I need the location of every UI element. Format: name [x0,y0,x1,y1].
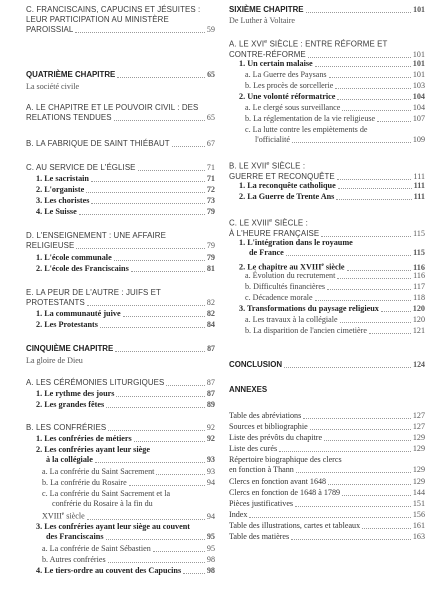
toc-page-number: 71 [206,163,215,172]
toc-page-number: 59 [206,25,215,34]
toc-entry [229,216,425,239]
toc-entry-title: des Franciscains [46,532,104,541]
toc-entry-title: c. La confrérie du Saint Sacrement et la [42,489,171,498]
toc-page-number: 144 [412,488,425,497]
toc-entry [26,467,215,477]
toc-entry [26,434,215,444]
toc-entry-title: Table des illustrations, cartes et tableaux [229,521,361,530]
dot-leader [369,333,411,334]
toc-entry [229,114,425,124]
toc-entry [26,478,215,488]
toc-entry-title: b. La confrérie du Rosaire [42,478,127,487]
dot-leader [116,396,204,397]
dot-leader [115,351,205,352]
toc-page-number: 65 [207,70,215,79]
dot-leader [284,367,411,368]
toc-page-number: 109 [412,135,425,144]
toc-entry-title: b. La disparition de l'ancien cimetière [245,326,367,335]
toc-entry [229,159,425,182]
toc-entry-title: XVIIIe siècle [42,511,85,521]
toc-entry-title: b. Autres confréries [42,555,106,564]
toc-entry-title: La société civile [26,82,80,91]
toc-entry-title: 1. La communauté juive [36,309,121,318]
dot-leader [303,418,411,419]
toc-entry [26,139,215,149]
toc-entry [26,207,215,217]
toc-entry-title: a. Évolution du recrutement [245,271,336,280]
dot-leader [340,322,411,323]
toc-entry [229,16,425,26]
toc-entry-title: Index [229,510,248,519]
dot-leader [156,474,205,475]
dot-leader [131,271,205,272]
toc-entry [229,422,425,432]
dot-leader [321,236,411,237]
toc-page-number: 120 [412,304,425,313]
dot-leader [129,485,205,486]
dot-leader [75,32,205,33]
dot-leader [329,77,411,78]
toc-entry [26,231,215,251]
toc-entry [229,192,425,202]
toc-page-number: 98 [206,555,215,564]
dot-leader [324,440,411,441]
toc-page-number: 98 [206,566,215,575]
dot-leader [308,57,411,58]
toc-entry-title: Liste des prévôts du chapitre [229,433,323,442]
dot-leader [86,192,205,193]
toc-entry [229,326,425,336]
toc-page-number: 107 [412,114,425,123]
dot-leader [87,305,205,306]
toc-entry-title: c. La lutte contre les empiètements de [245,125,368,134]
toc-entry [26,70,215,80]
dot-leader [172,146,205,147]
toc-entry [229,293,425,303]
toc-entry [229,521,425,531]
toc-page-number: 101 [412,70,425,79]
toc-page-number: 79 [206,207,215,216]
toc-entry-title: La gloire de Dieu [26,356,83,365]
dot-leader [183,573,205,574]
dot-leader [337,99,410,100]
toc-entry-title: CONTRE-RÉFORME [229,49,306,59]
toc-entry [26,185,215,195]
toc-entry-title: Clercs en fonction de 1648 à 1789 [229,488,341,497]
toc-page-number: 87 [206,389,215,398]
dot-leader [306,12,412,13]
toc-entry-title: 2. Les Protestants [36,320,98,329]
toc-entry-title: 1. Les confréries de métiers [36,434,132,443]
toc-entry [26,378,215,388]
toc-entry [26,103,215,123]
toc-entry [26,163,215,173]
toc-entry [26,522,215,542]
toc-page-number: 101 [413,5,425,14]
toc-entry-title: en fonction à Thann [229,465,294,474]
toc-entry-title: RELIGIEUSE [26,241,75,250]
toc-entry-title: 2. Le chapitre au XVIIIe siècle [239,262,345,272]
toc-entry [229,411,425,421]
toc-page-number: 93 [206,467,215,476]
toc-entry [26,356,215,366]
toc-entry [229,59,425,69]
toc-entry [229,433,425,443]
toc-page-number: 127 [412,422,425,431]
toc-page-number: 156 [412,510,425,519]
toc-page-number: 163 [412,532,425,541]
toc-page-number: 115 [413,248,425,257]
toc-entry [229,125,425,145]
toc-entry-title: 2. L'organiste [36,185,85,194]
toc-page-number: 72 [206,185,215,194]
toc-page-number: 129 [412,433,425,442]
toc-page-number: 92 [206,434,215,443]
toc-entry-title: a. La confrérie de Saint Sébastien [42,544,151,553]
toc-entry-title: 4. Le tiers-ordre au couvent des Capucins [36,566,182,575]
toc-entry-title: 1. L'intégration dans le royaume [239,238,353,247]
toc-entry-title: SIXIÈME CHAPITRE [229,5,304,14]
toc-entry [26,320,215,330]
toc-entry-title: Table des abréviations [229,411,302,420]
toc-entry [229,92,425,102]
toc-entry-title: PAROISSIAL [26,25,74,34]
toc-entry [26,174,215,184]
dot-leader [296,472,411,473]
dot-leader [327,289,411,290]
toc-entry-title: 3. Les confréries ayant leur siège au couvent [36,522,191,531]
dot-leader [342,495,411,496]
toc-entry [229,477,425,487]
toc-page-number: 95 [206,532,215,541]
toc-entry [229,5,425,15]
toc-entry [229,37,425,60]
toc-page-number: 111 [413,192,425,201]
dot-leader [381,311,411,312]
dot-leader [79,214,205,215]
toc-entry-title: b. La réglementation de la vie religieuse [245,114,376,123]
toc-page-number: 129 [412,465,425,474]
toc-entry [26,5,215,35]
dot-leader [338,188,412,189]
toc-entry-title: RELATIONS TENDUES [26,113,112,122]
dot-leader [138,170,205,171]
toc-entry-title: D. L'ENSEIGNEMENT : UNE AFFAIRE [26,231,166,240]
dot-leader [153,551,205,552]
toc-entry-title: a. La Guerre des Paysans [245,70,327,79]
toc-page-number: 118 [413,293,425,302]
toc-entry-title: 2. Les confréries ayant leur siège [36,445,150,454]
toc-page-number: 101 [412,49,425,59]
toc-page-number: 103 [412,81,425,90]
toc-entry-title: Clercs en fonction avant 1648 [229,477,327,486]
toc-page-number: 124 [413,360,425,369]
toc-entry-title: b. Difficultés financières [245,282,326,291]
toc-entry-title: À L'HEURE FRANÇAISE [229,228,320,238]
toc-page-number: 121 [412,326,425,335]
dot-leader [295,506,411,507]
toc-entry-title: A. LES CÉRÉMONIES LITURGIQUES [26,378,165,387]
toc-page-number: 87 [206,378,215,387]
toc-entry-title: Répertoire biographique des clercs [229,455,342,464]
dot-leader [76,248,205,249]
toc-entry [229,304,425,314]
toc-entry-title: c. Décadence morale [245,293,313,302]
toc-entry-title: a. Les travaux à la collégiale [245,315,338,324]
toc-entry-title: 1. La reconquête catholique [239,181,336,190]
toc-page-number: 116 [413,262,425,272]
toc-entry-title: C. LE XVIIIe SIÈCLE : [229,218,308,228]
dot-leader [377,121,411,122]
dot-leader [315,66,411,67]
toc-page-number: 65 [206,113,215,122]
dot-leader [310,429,411,430]
dot-leader [335,88,411,89]
toc-page-number: 92 [206,423,215,432]
dot-leader [336,199,411,200]
toc-entry [229,315,425,325]
toc-entry-title: b. Les procès de sorcellerie [245,81,334,90]
toc-entry-title: 2. L'école des Franciscains [36,264,129,273]
toc-page-number: 104 [412,103,425,112]
toc-entry-title: ANNEXES [229,385,268,394]
toc-page-number: 82 [206,309,215,318]
toc-entry-title: E. LA PEUR DE L'AUTRE : JUIFS ET [26,288,161,297]
toc-page-number: 104 [412,92,425,101]
dot-leader [134,441,205,442]
toc-entry [229,238,425,258]
dot-leader [292,142,411,143]
dot-leader [108,430,205,431]
toc-entry-title: confrérie du Rosaire à la fin du [52,499,153,508]
toc-entry [26,309,215,319]
dot-leader [106,407,205,408]
toc-page-number: 120 [412,315,425,324]
toc-entry [26,400,215,410]
toc-entry-title: Sources et bibliographie [229,422,308,431]
toc-entry [229,455,425,475]
dot-leader [337,179,412,180]
toc-entry [26,489,215,522]
toc-entry-title: CINQUIÈME CHAPITRE [26,344,114,353]
toc-page-number: 95 [206,544,215,553]
toc-page-number: 79 [206,241,215,250]
toc-entry [229,181,425,191]
toc-entry-title: l'officialité [255,135,291,144]
toc-entry-title: Liste des curés [229,444,278,453]
toc-entry [229,488,425,498]
toc-page-number: 79 [206,253,215,262]
toc-page-number: 111 [413,171,425,181]
toc-entry-title: Table des matières [229,532,290,541]
dot-leader [342,110,410,111]
toc-entry [26,253,215,263]
toc-entry [26,389,215,399]
toc-page-number: 115 [413,228,425,238]
toc-entry-title: GUERRE ET RECONQUÊTE [229,171,335,181]
toc-entry [229,70,425,80]
toc-page-number: 73 [206,196,215,205]
toc-page-number: 87 [207,344,215,353]
toc-entry-title: 4. Le Suisse [36,207,77,216]
toc-entry-title: 1. Le rythme des jours [36,389,115,398]
dot-leader [114,120,205,121]
dot-leader [87,519,205,520]
toc-entry [26,544,215,554]
toc-page-number: 82 [206,298,215,307]
dot-leader [100,327,205,328]
dot-leader [362,528,411,529]
toc-page-number: 127 [412,411,425,420]
toc-page-number: 116 [413,271,425,280]
toc-entry-title: QUATRIÈME CHAPITRE [26,70,116,79]
toc-entry-title: A. LE XVIe SIÈCLE : ENTRE RÉFORME ET [229,39,388,49]
toc-page-number: 71 [206,174,215,183]
toc-page-number: 94 [206,511,215,521]
toc-entry [229,81,425,91]
toc-entry [229,532,425,542]
dot-leader [114,260,205,261]
dot-leader [117,77,205,78]
dot-leader [337,278,411,279]
toc-entry [229,360,425,370]
toc-entry [26,555,215,565]
toc-page-number: 101 [412,59,425,68]
toc-entry-title: B. LA FABRIQUE DE SAINT THIÉBAUT [26,139,170,148]
toc-entry-title: Pièces justificatives [229,499,294,508]
dot-leader [286,255,411,256]
dot-leader [249,517,410,518]
toc-page-number: 81 [206,264,215,273]
toc-entry [26,196,215,206]
toc-entry-title: C. FRANCISCAINS, CAPUCINS ET JÉSUITES : [26,5,201,14]
toc-entry [229,444,425,454]
toc-entry-title: à la collégiale [46,455,93,464]
toc-entry-title: a. Le clergé sous surveillance [245,103,341,112]
toc-entry-title: De Luther à Voltaire [229,16,296,25]
toc-entry-title: PROTESTANTS [26,298,85,307]
toc-entry-title: 1. L'école communale [36,253,112,262]
dot-leader [123,316,205,317]
toc-entry-title: 2. Les grandes fêtes [36,400,105,409]
dot-leader [91,181,205,182]
dot-leader [315,300,412,301]
toc-page-number: 161 [412,521,425,530]
toc-entry-title: 2. Une volonté réformatrice [239,92,336,101]
toc-page-number: 111 [413,181,425,190]
toc-entry-title: 3. Les choristes [36,196,90,205]
toc-entry-title: LEUR PARTICIPATION AU MINISTÈRE [26,15,169,24]
toc-entry [229,282,425,292]
toc-page-number: 93 [206,455,215,464]
toc-page-number: 129 [412,444,425,453]
toc-entry-title: C. AU SERVICE DE L'ÉGLISE [26,163,136,172]
toc-entry-title: CONCLUSION [229,360,283,369]
dot-leader [328,484,411,485]
toc-entry [26,566,215,576]
dot-leader [95,462,205,463]
toc-entry [229,510,425,520]
toc-entry [26,288,215,308]
toc-entry [26,344,215,354]
toc-page-number: 89 [206,400,215,409]
toc-page-number: 151 [412,499,425,508]
toc-page-number: 84 [206,320,215,329]
toc-entry [229,499,425,509]
toc-entry [26,82,215,92]
toc-entry [26,445,215,465]
toc-page-number: 129 [412,477,425,486]
toc-entry [26,264,215,274]
toc-entry-title: B. LE XVIIe SIÈCLE : [229,161,306,171]
toc-entry-title: B. LES CONFRÉRIES [26,423,107,432]
toc-page-number: 117 [413,282,425,291]
toc-entry-title: 1. Un certain malaise [239,59,313,68]
toc-entry [229,385,425,395]
toc-entry-title: de France [249,248,284,257]
toc-entry [26,423,215,433]
toc-entry-title: 3. Transformations du paysage religieux [239,304,379,313]
toc-entry [229,271,425,281]
toc-entry [229,103,425,113]
toc-entry-title: 2. La Guerre de Trente Ans [239,192,335,201]
toc-entry-title: A. LE CHAPITRE ET LE POUVOIR CIVIL : DES [26,103,199,112]
dot-leader [106,539,205,540]
dot-leader [91,203,204,204]
dot-leader [166,385,205,386]
toc-page-number: 67 [206,139,215,148]
dot-leader [291,539,411,540]
toc-entry-title: 1. Le sacristain [36,174,89,183]
toc-entry-title: a. La confrérie du Saint Sacrement [42,467,155,476]
toc-page-number: 94 [206,478,215,487]
dot-leader [279,451,411,452]
dot-leader [108,562,205,563]
